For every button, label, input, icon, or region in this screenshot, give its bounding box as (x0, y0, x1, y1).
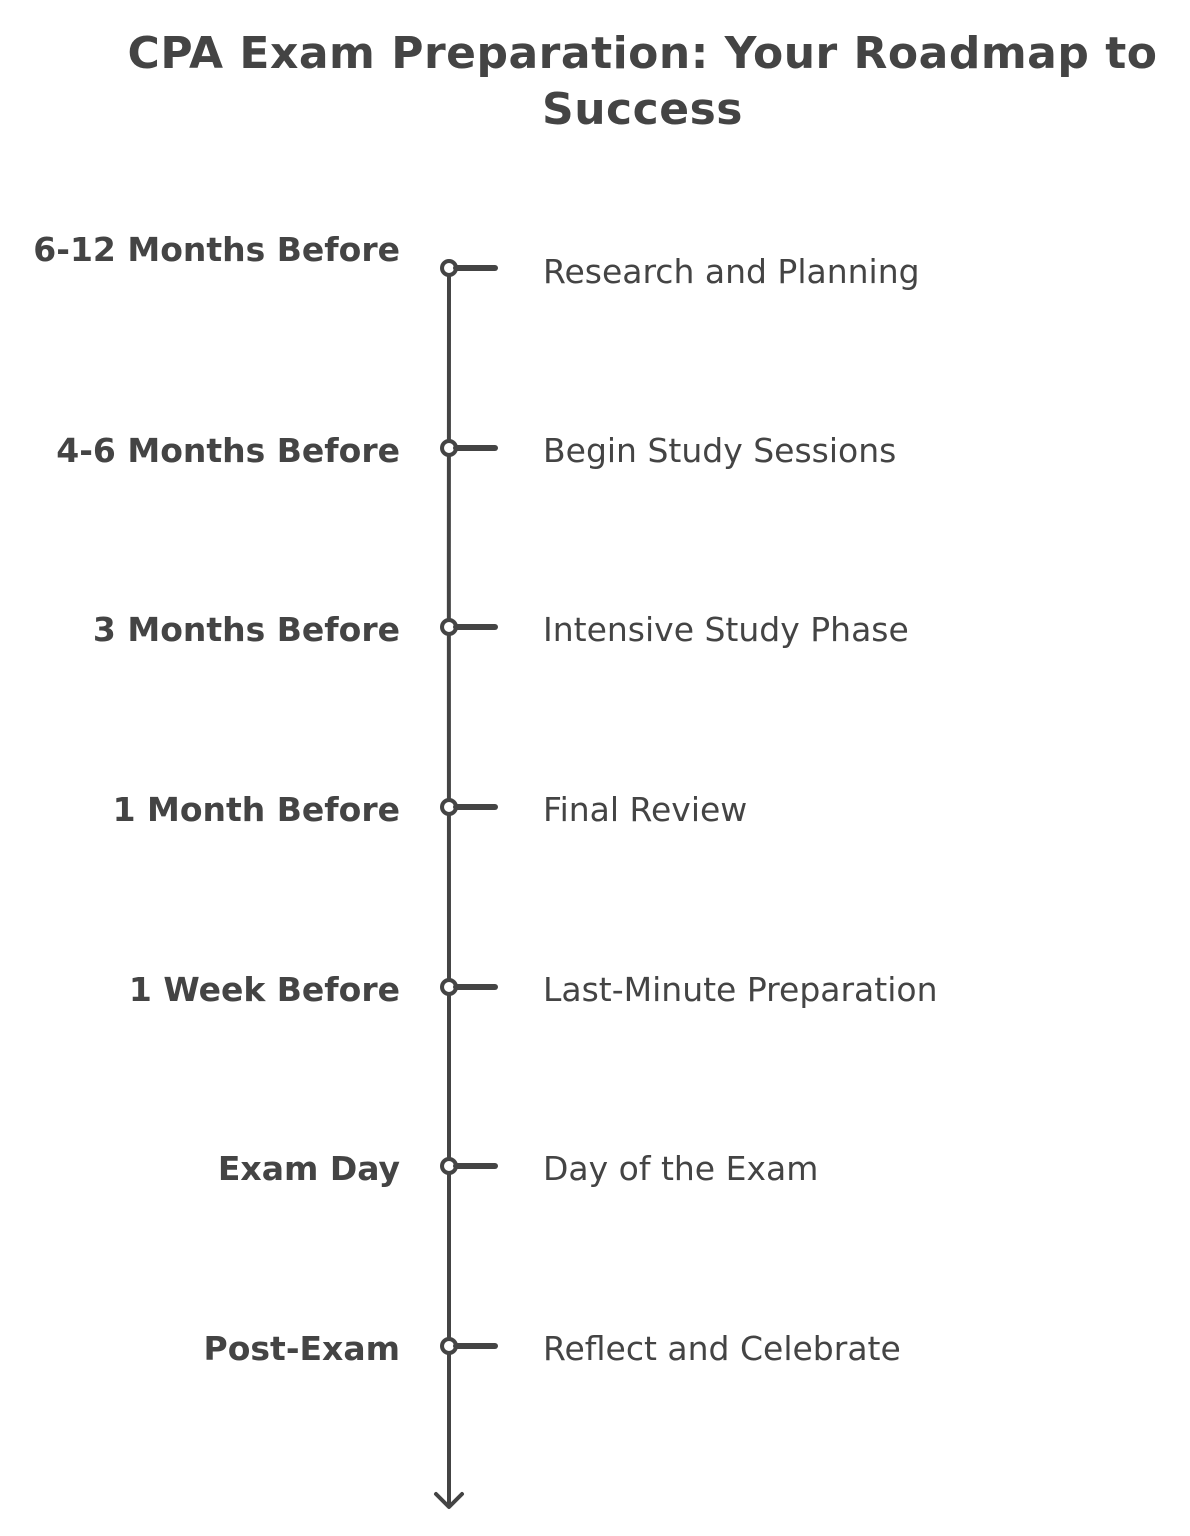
stage-description-reflect: Reflect and Celebrate (543, 1329, 901, 1368)
stage-description-final-review: Final Review (543, 790, 748, 829)
stage-description-exam-day: Day of the Exam (543, 1149, 819, 1188)
timeline-marker (442, 1339, 495, 1353)
stage-label-3-months: 3 Months Before (92, 610, 400, 649)
timeline-marker (442, 980, 495, 994)
stage-description-research: Research and Planning (543, 252, 920, 291)
stage-label-1-week: 1 Week Before (128, 970, 400, 1009)
timeline-marker (442, 1159, 495, 1173)
stage-description-study-sessions: Begin Study Sessions (543, 431, 897, 470)
stage-label-exam-day: Exam Day (217, 1149, 400, 1188)
stage-label-post-exam: Post-Exam (203, 1329, 400, 1368)
timeline-marker (442, 441, 495, 455)
timeline-marker (442, 620, 495, 634)
stage-label-6-12-months: 6-12 Months Before (33, 230, 400, 269)
stage-label-1-month: 1 Month Before (112, 790, 400, 829)
stage-description-last-minute: Last-Minute Preparation (543, 970, 938, 1009)
stage-label-4-6-months: 4-6 Months Before (56, 431, 400, 470)
stage-description-intensive-study: Intensive Study Phase (543, 610, 909, 649)
timeline-marker (442, 800, 495, 814)
timeline-marker (442, 261, 495, 275)
page-title: CPA Exam Preparation: Your Roadmap to Success (127, 28, 1158, 135)
